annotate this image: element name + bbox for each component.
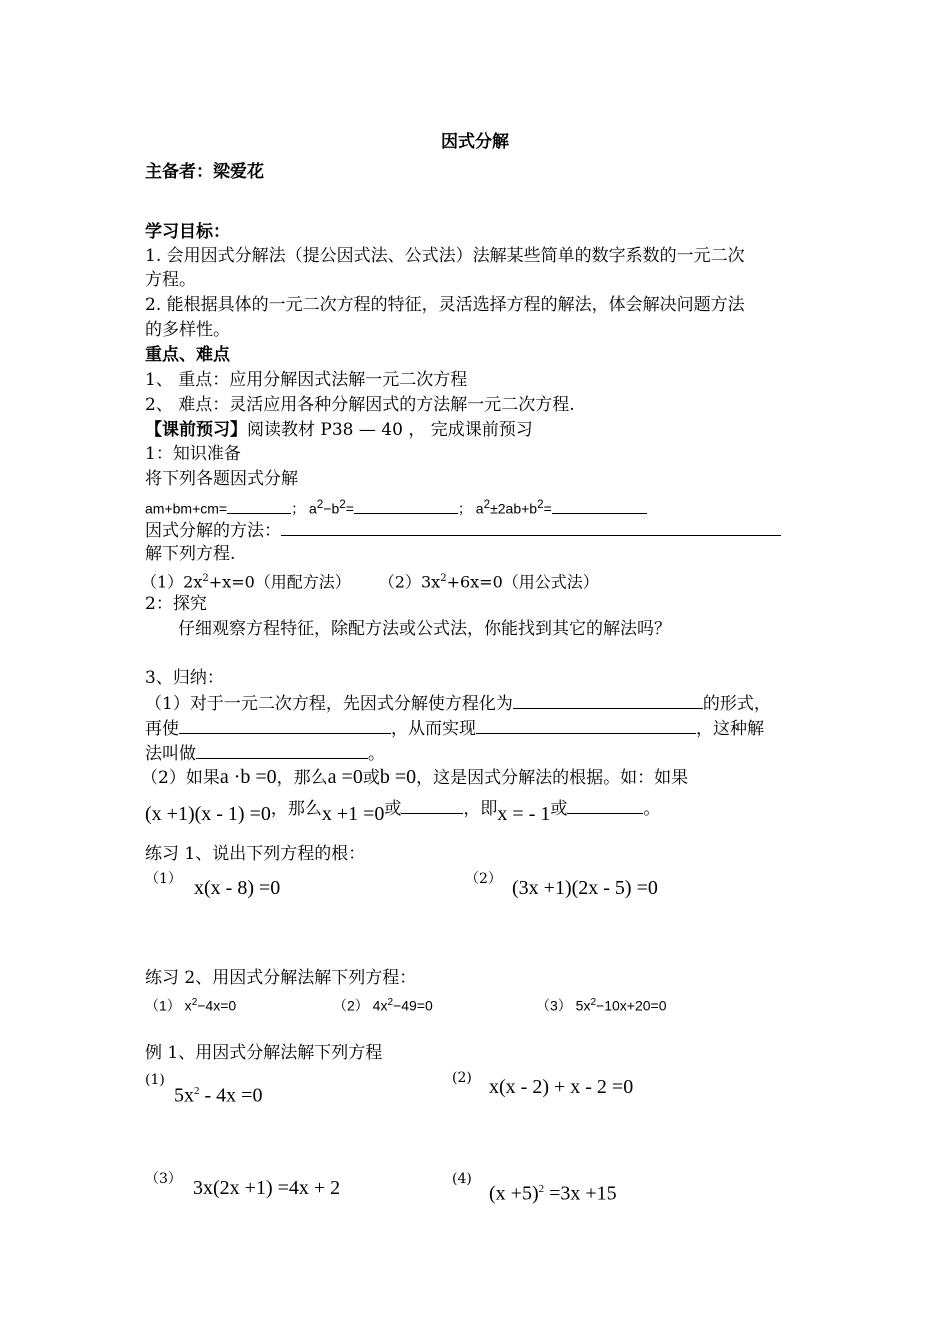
summary-2-text: （2）如果	[141, 768, 220, 788]
sup: 2	[590, 997, 597, 1008]
factor-1-blank[interactable]	[227, 497, 291, 514]
sup: 2	[440, 573, 447, 584]
summary-1-text-b-mid: ，从而实现	[391, 719, 476, 739]
summary-1-line-a	[145, 692, 771, 715]
equation: x = - 1	[497, 803, 551, 825]
exercise-2-item-1-a: （1） x	[145, 997, 192, 1014]
example-equation-1	[174, 1080, 262, 1107]
example-label-4: (4)	[452, 1171, 472, 1187]
prep-task: 将下列各题因式分解	[145, 469, 298, 489]
exercise-2-heading: 练习 2、用因式分解法解下列方程：	[145, 968, 417, 988]
goal-1-line-a: 1. 会用因式分解法（提公因式法、公式法）法解某些简单的数字系数的一元二次	[145, 246, 745, 266]
factor-2-eq: =	[345, 500, 354, 517]
key-heading: 重点、难点	[145, 345, 230, 365]
summary-2-text: ，那么	[270, 799, 322, 819]
example-equation-4-b: =3x +15	[544, 1182, 617, 1205]
factor-3-eq: =	[543, 500, 552, 517]
example-label-1: (1)	[145, 1072, 165, 1088]
preview-text: 阅读教材 P38 — 40 ， 完成课前预习	[247, 420, 533, 440]
exercise-1-label-2: （2）	[465, 871, 502, 887]
summary-1-text-a-end: 的形式，	[702, 694, 771, 714]
equation: b =0	[379, 766, 417, 788]
method-blank[interactable]	[281, 519, 781, 536]
sup: 2	[194, 1085, 200, 1097]
solve-task: 解下列方程.	[145, 544, 236, 564]
example-equation-4-a: (x +5)	[489, 1182, 539, 1205]
solve-2-b: +6x=0（用公式法）	[446, 572, 599, 592]
summary-2-text: ，那么	[276, 768, 328, 788]
goal-2-line-a: 2. 能根据具体的一元二次方程的特征，灵活选择方程的解法，体会解决问题方法	[145, 295, 745, 315]
equation: a ·b =0	[219, 766, 277, 788]
exercise-2-item-1	[145, 992, 236, 1017]
summary-2-line-a	[141, 766, 688, 789]
key-point-2: 2、 难点：灵活应用各种分解因式的方法解一元二次方程.	[145, 395, 575, 415]
summary-2-text: ，这是因式分解法的根据。如：如果	[416, 768, 689, 788]
example-equation-3: 3x(2x +1) =4x + 2	[193, 1177, 341, 1199]
summary-2-text: 或	[362, 768, 380, 788]
example-1-heading: 例 1、用因式分解法解下列方程	[145, 1043, 383, 1063]
factor-line	[145, 494, 647, 520]
summary-2-text: 或	[550, 799, 568, 819]
summary-1-line-b	[145, 717, 764, 740]
goal-1-line-b: 方程。	[145, 270, 196, 290]
preview-tag: 【课前预习】	[145, 420, 247, 440]
page-title: 因式分解	[441, 132, 509, 152]
exercise-2-item-2-b: −49=0	[393, 997, 433, 1014]
preview-line	[145, 419, 533, 441]
summary-1-text-b: 再使	[145, 719, 179, 739]
sup: 2	[191, 997, 198, 1008]
summary-2-line-b	[145, 797, 661, 825]
goals-heading: 学习目标：	[145, 222, 230, 242]
summary-2-text: 或	[384, 799, 402, 819]
summary-blank-name[interactable]	[196, 742, 368, 759]
example-label-2: (2)	[452, 1070, 472, 1086]
explore-heading: 2：探究	[145, 594, 207, 614]
sup: 2	[538, 1183, 545, 1195]
solve-line	[141, 568, 599, 593]
factor-1-label: am+bm+cm=	[145, 500, 228, 517]
factor-3-label-b: ±2ab+b	[490, 500, 538, 517]
author-line: 主备者：梁爱花	[145, 162, 264, 182]
solve-1-b: +x=0（用配方法）	[208, 572, 351, 592]
sup: 2	[316, 498, 324, 511]
summary-blank-achieve[interactable]	[476, 717, 696, 734]
solve-1-a: （1）2x	[141, 572, 203, 592]
summary-2-text: 。	[643, 799, 661, 819]
factor-2-label: ； a	[291, 500, 317, 517]
exercise-2-item-3	[536, 992, 667, 1017]
example-equation-1-a: 5x	[174, 1084, 194, 1107]
equation: (x +1)(x - 1) =0	[145, 803, 271, 825]
factor-2-blank[interactable]	[354, 497, 458, 514]
key-point-1: 1、 重点：应用分解因式法解一元二次方程	[145, 370, 468, 390]
example-label-3: （3）	[145, 1171, 182, 1187]
exercise-1-heading: 练习 1、说出下列方程的根：	[145, 844, 366, 864]
exercise-2-item-3-b: −10x+20=0	[596, 997, 667, 1014]
summary-blank-root-1[interactable]	[401, 797, 463, 814]
sup: 2	[387, 997, 394, 1008]
summary-heading: 3、归纳：	[145, 668, 224, 688]
equation: a =0	[327, 766, 363, 788]
method-label: 因式分解的方法：	[145, 521, 281, 541]
summary-1-text-a: （1）对于一元二次方程，先因式分解使方程化为	[145, 694, 513, 714]
summary-blank-make[interactable]	[179, 717, 391, 734]
sup: 2	[339, 498, 346, 511]
exercise-1-equation-2: (3x +1)(2x - 5) =0	[512, 877, 658, 899]
exercise-2-item-3-a: （3） 5x	[536, 997, 591, 1014]
sup: 2	[202, 573, 209, 584]
example-equation-1-b: - 4x =0	[199, 1084, 263, 1107]
exercise-2-item-2-a: （2） 4x	[333, 997, 388, 1014]
exercise-1-label-1: （1）	[145, 871, 182, 887]
summary-1-text-c: 法叫做	[145, 744, 196, 764]
factor-3-label: ； a	[457, 500, 484, 517]
factor-3-blank[interactable]	[552, 497, 647, 514]
summary-2-text: ，即	[463, 799, 498, 819]
summary-blank-root-2[interactable]	[567, 797, 643, 814]
sup: 2	[537, 498, 544, 511]
summary-1-line-c	[145, 742, 385, 765]
explore-text: 仔细观察方程特征，除配方法或公式法，你能找到其它的解法吗？	[178, 619, 671, 639]
summary-1-text-b-end: ，这种解	[696, 719, 764, 739]
prep-heading: 1：知识准备	[145, 444, 241, 464]
exercise-2-item-1-b: −4x=0	[197, 997, 237, 1014]
summary-blank-form[interactable]	[513, 692, 703, 709]
method-line	[145, 519, 781, 542]
summary-1-text-c-end: 。	[368, 744, 385, 764]
solve-2-a: （2）3x	[378, 572, 441, 592]
sup: 2	[483, 498, 491, 511]
factor-2-label-b: −b	[323, 500, 340, 517]
goal-2-line-b: 的多样性。	[145, 320, 230, 340]
equation: x +1 =0	[321, 803, 385, 825]
example-equation-2: x(x - 2) + x - 2 =0	[489, 1076, 634, 1098]
exercise-1-equation-1: x(x - 8) =0	[194, 877, 281, 899]
example-equation-4	[489, 1178, 617, 1205]
exercise-2-item-2	[333, 992, 433, 1017]
